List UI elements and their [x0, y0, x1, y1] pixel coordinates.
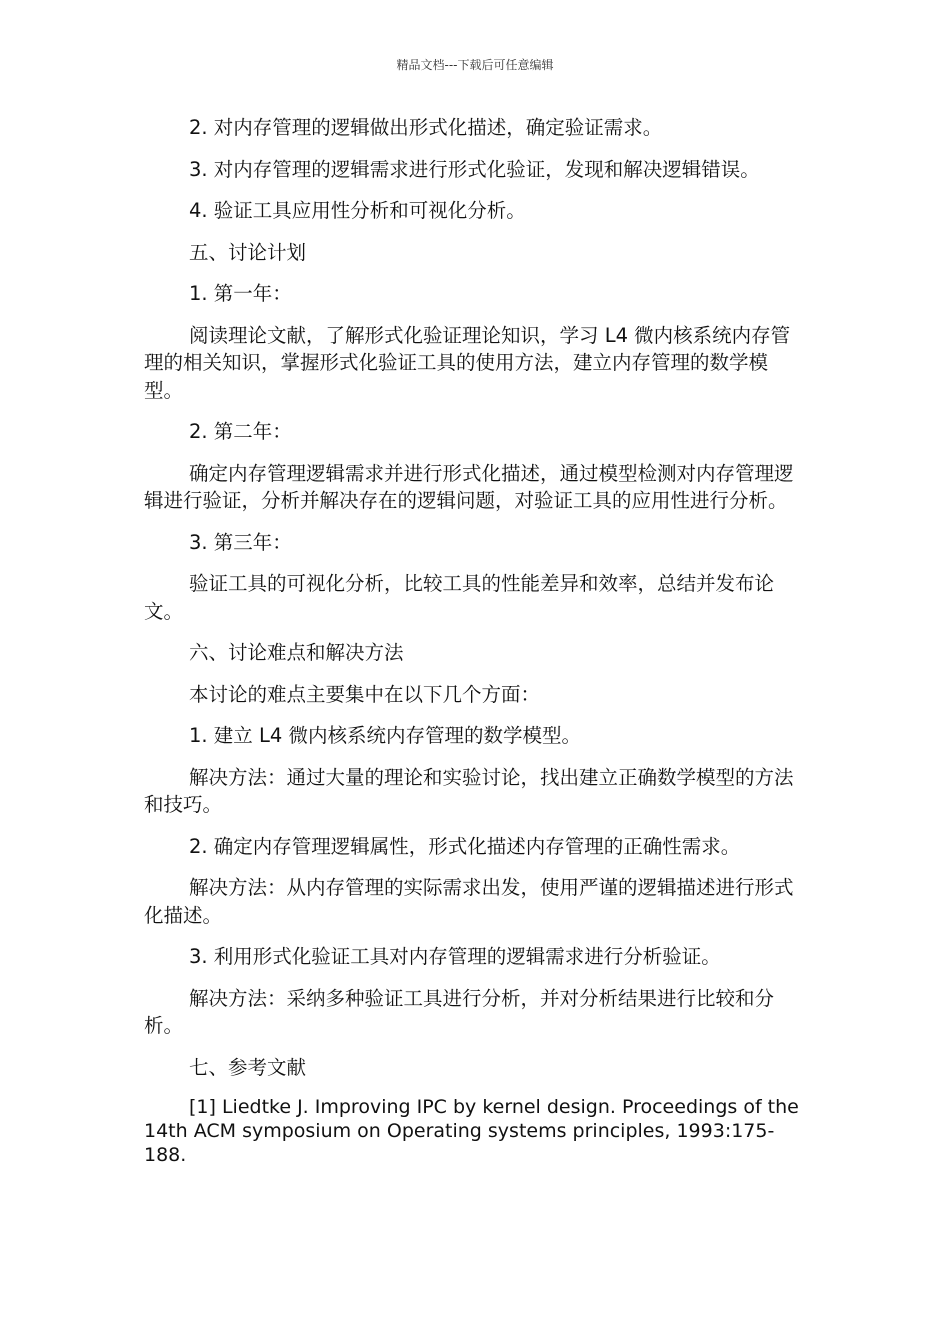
paragraph: 3. 利用形式化验证工具对内存管理的逻辑需求进行分析验证。: [189, 945, 721, 968]
paragraph: 解决方法：通过大量的理论和实验讨论，找出建立正确数学模型的方法和技巧。: [144, 765, 794, 816]
paragraph: 3. 第三年：: [189, 530, 292, 554]
document-body: [144, 114, 806, 1181]
page-header: 精品文档---下载后可任意编辑: [396, 58, 554, 72]
paragraph: 解决方法：采纳多种验证工具进行分析，并对分析结果进行比较和分析。: [144, 986, 775, 1037]
paragraph: 3. 对内存管理的逻辑需求进行形式化验证，发现和解决逻辑错误。: [189, 157, 760, 181]
section-heading: 七、参考文献: [189, 1055, 307, 1079]
paragraph: 2. 第二年：: [189, 420, 292, 443]
paragraph: 1. 第一年：: [189, 282, 292, 305]
paragraph: 本讨论的难点主要集中在以下几个方面：: [189, 682, 541, 706]
paragraph: 1. 建立 L4 微内核系统内存管理的数学模型。: [189, 724, 581, 747]
paragraph: 确定内存管理逻辑需求并进行形式化描述，通过模型检测对内存管理逻辑进行验证，分析并解决存在的逻辑问题，对验证工具的应用性进行分析。: [144, 461, 794, 512]
reference-entry: [1] Liedtke J. Improving IPC by kernel design. Proceedings of the 14th ACM symposium on Operating systems principles, 1993:175-188.: [144, 1096, 799, 1166]
paragraph: 2. 对内存管理的逻辑做出形式化描述，确定验证需求。: [189, 116, 663, 139]
section-heading: 六、讨论难点和解决方法: [189, 641, 404, 664]
paragraph: 验证工具的可视化分析，比较工具的性能差异和效率，总结并发布论文。: [144, 572, 775, 623]
paragraph: 2. 确定内存管理逻辑属性，形式化描述内存管理的正确性需求。: [189, 834, 741, 858]
paragraph: 阅读理论文献，了解形式化验证理论知识，学习 L4 微内核系统内存管理的相关知识，掌握形式化验证工具的使用方法，建立内存管理的数学模型。: [144, 323, 791, 402]
section-heading: 五、讨论计划: [189, 240, 307, 264]
paragraph: 4. 验证工具应用性分析和可视化分析。: [189, 199, 526, 222]
paragraph: 解决方法：从内存管理的实际需求出发，使用严谨的逻辑描述进行形式化描述。: [144, 876, 794, 927]
